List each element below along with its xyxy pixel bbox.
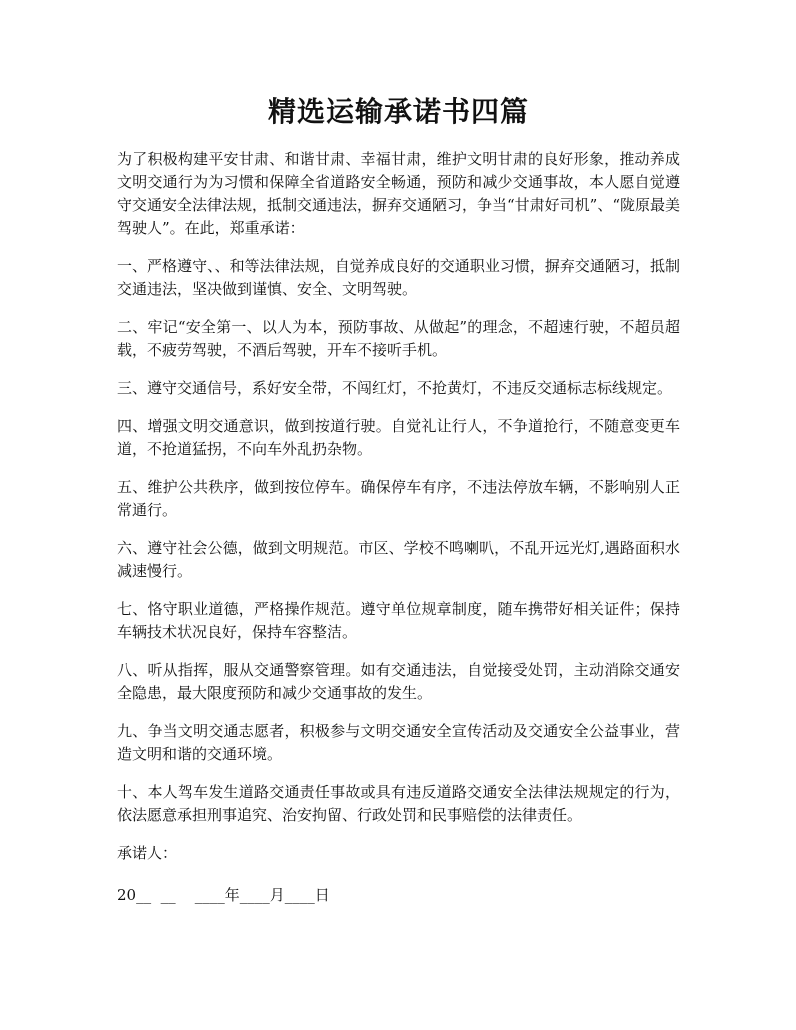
commitment-item-10: 十、本人驾车发生道路交通责任事故或具有违反道路交通安全法律法规规定的行为，依法愿意承担刑事追究、治安拘留、行政处罚和民事赔偿的法律责任。	[117, 783, 680, 824]
commitment-item-6: 六、遵守社会公德，做到文明规范。市区、学校不鸣喇叭，不乱开远光灯,遇路面积水减速慢行。	[117, 539, 680, 580]
commitment-item-8: 八、听从指挥，服从交通警察管理。如有交通违法，自觉接受处罚，主动消除交通安全隐患，最大限度预防和减少交通事故的发生。	[117, 661, 680, 702]
document-body	[117, 148, 680, 907]
commitment-item-3: 三、遵守交通信号，系好安全带，不闯红灯，不抢黄灯，不违反交通标志标线规定。	[117, 379, 673, 397]
intro-paragraph: 为了积极构建平安甘肃、和谐甘肃、幸福甘肃，维护文明甘肃的良好形象，推动养成文明交通行为为习惯和保障全省道路安全畅通，预防和减少交通事故，本人愿自觉遵守交通安全法律法规，抵制交通违法，摒弃交通陋习，争当“甘肃好司机”、“陇原最美驾驶人”。在此，郑重承诺：	[117, 150, 681, 237]
date-line: 20__ __ ____年____月____日	[117, 886, 330, 904]
commitment-item-5: 五、维护公共秩序，做到按位停车。确保停车有序，不违法停放车辆，不影响别人正常通行。	[117, 478, 680, 519]
commitment-item-2: 二、牢记“安全第一、以人为本，预防事故、从做起”的理念，不超速行驶，不超员超载，不疲劳驾驶，不酒后驾驶，开车不接听手机。	[117, 318, 680, 359]
signature-label: 承诺人：	[117, 844, 178, 862]
commitment-item-4: 四、增强文明交通意识，做到按道行驶。自觉礼让行人，不争道抢行，不随意变更车道，不抢道猛拐，不向车外乱扔杂物。	[117, 417, 680, 458]
commitment-item-9: 九、争当文明交通志愿者，积极参与文明交通安全宣传活动及交通安全公益事业，营造文明和谐的交通环境。	[117, 722, 680, 763]
commitment-item-1: 一、严格遵守、、和等法律法规，自觉养成良好的交通职业习惯，摒弃交通陋习，抵制交通违法，坚决做到谨慎、安全、文明驾驶。	[117, 257, 680, 298]
document-title: 精选运输承诺书四篇	[267, 95, 529, 128]
commitment-item-7: 七、恪守职业道德，严格操作规范。遵守单位规章制度，随车携带好相关证件；保持车辆技术状况良好，保持车容整洁。	[117, 600, 680, 641]
